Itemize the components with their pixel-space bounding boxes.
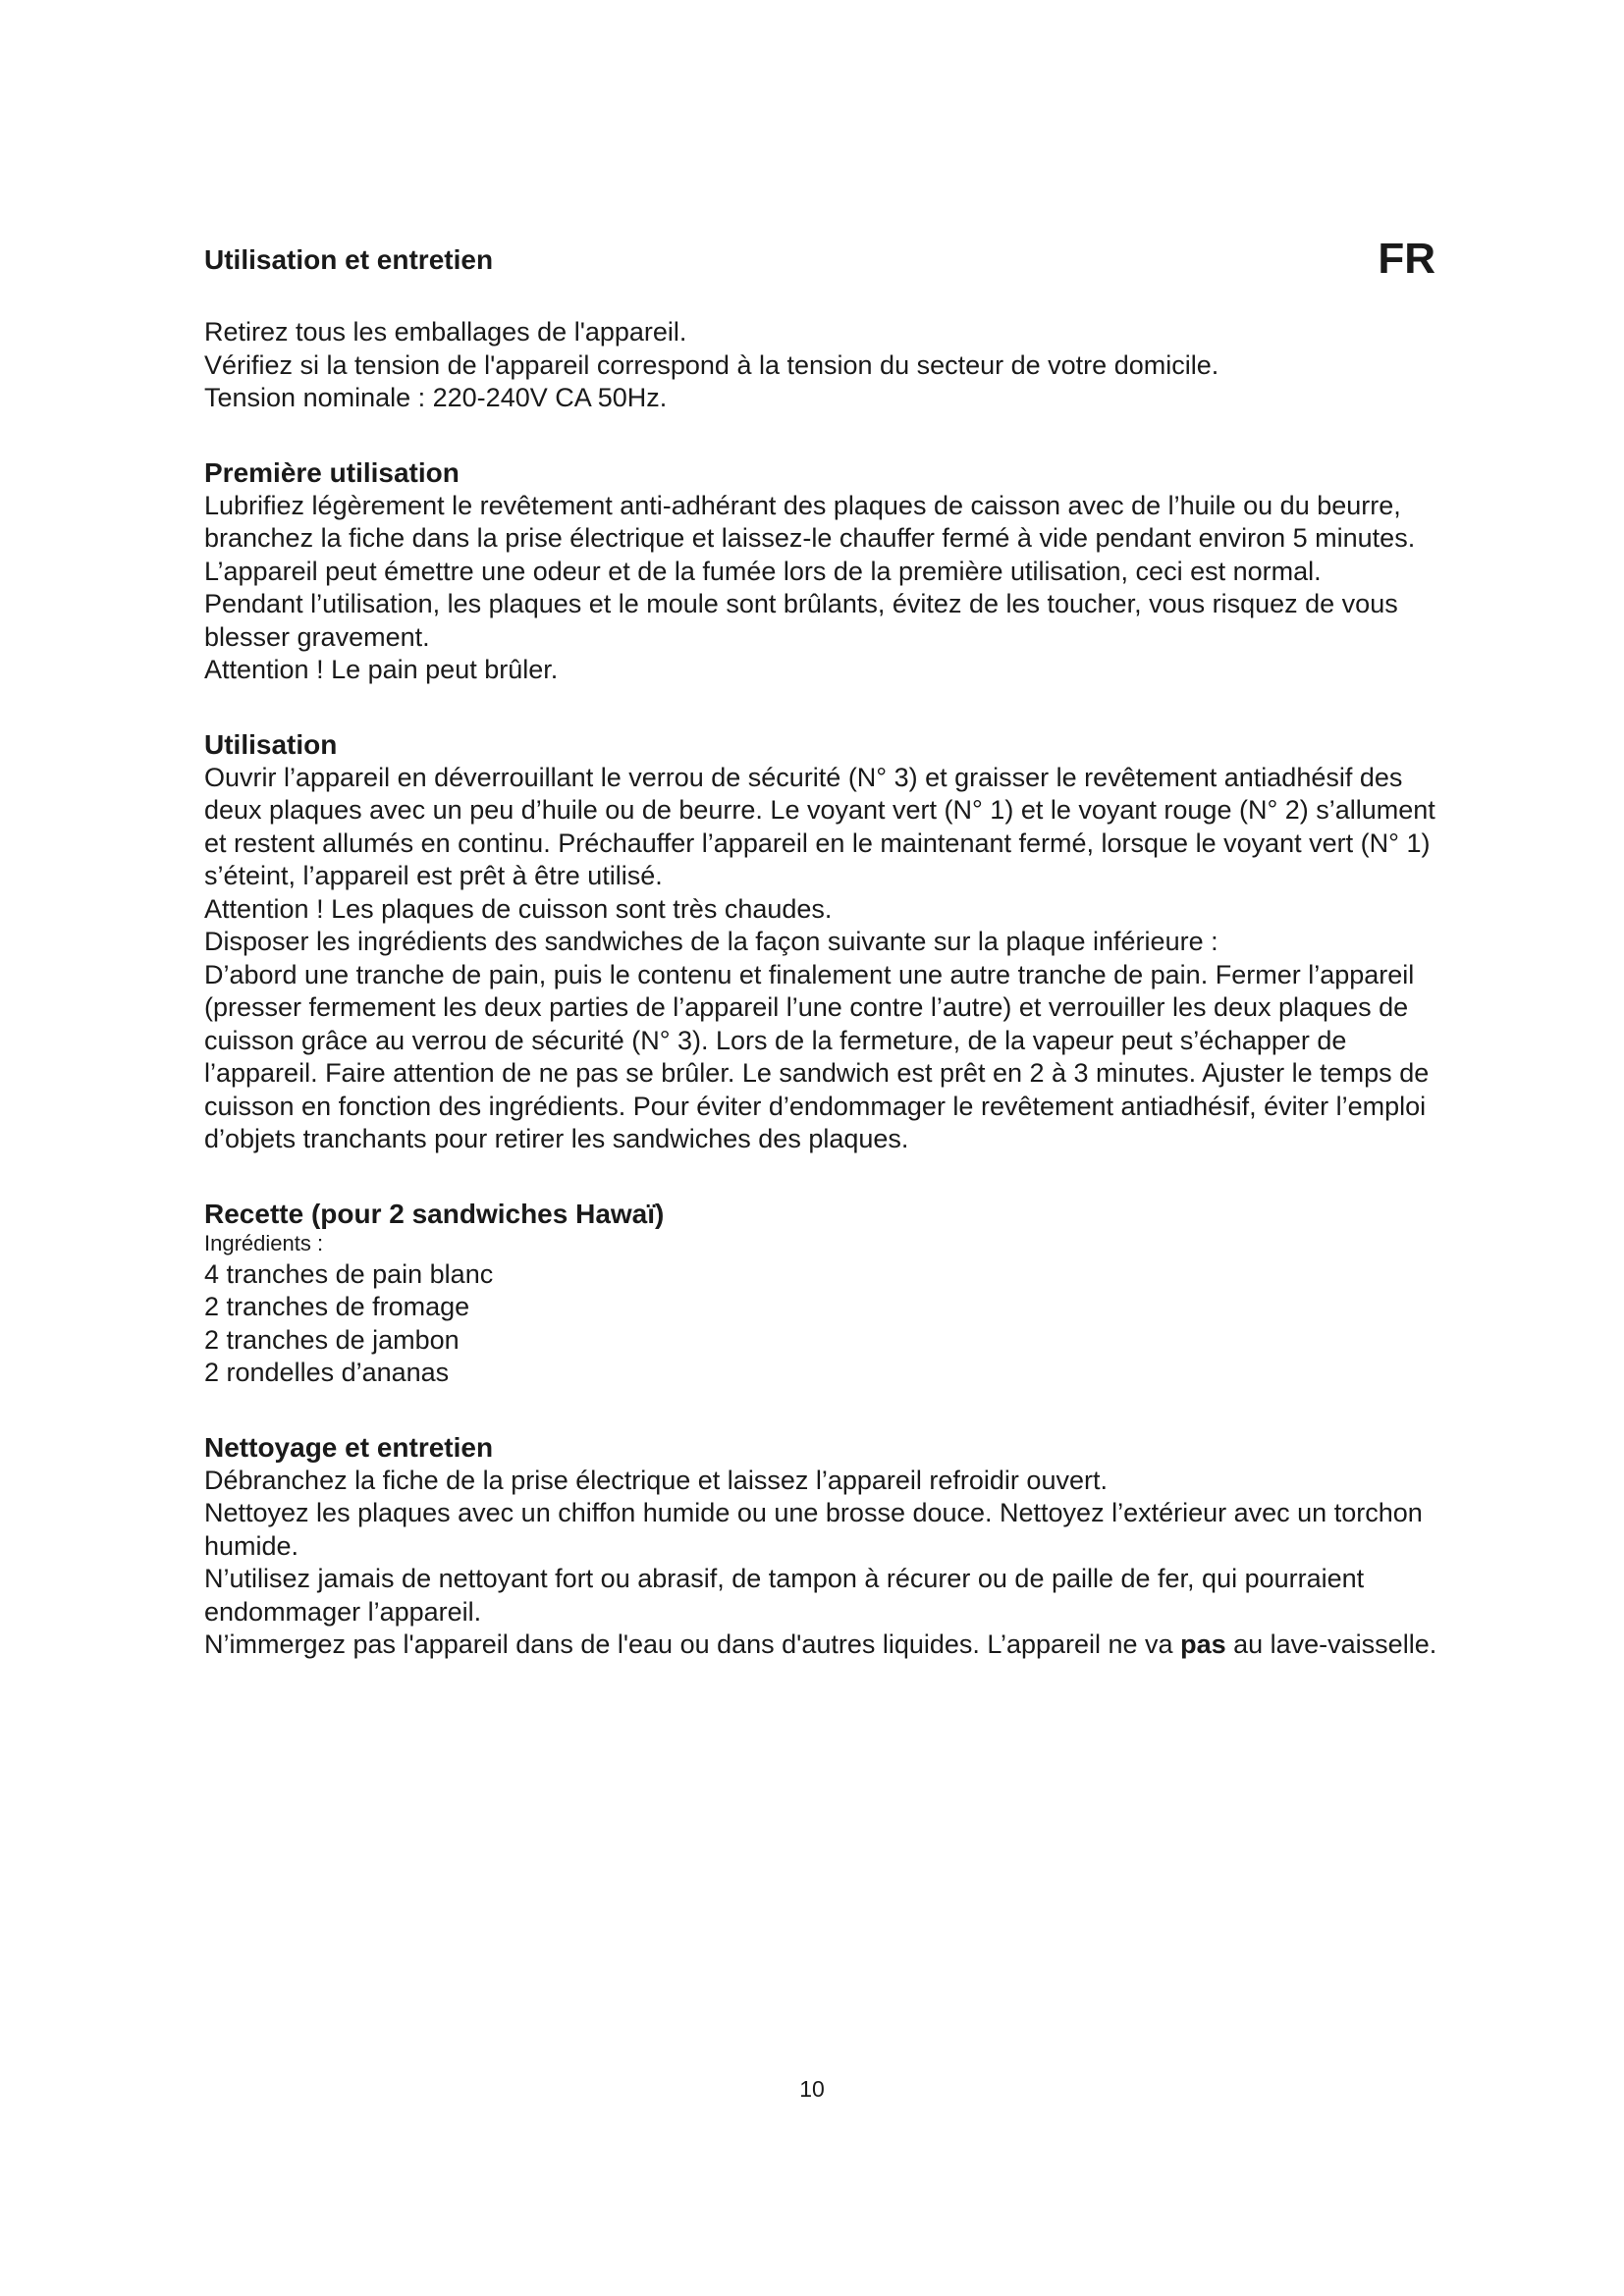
paragraph-dishwasher-warning (204, 1629, 1451, 1662)
section-title: Première utilisation (204, 456, 460, 488)
section-title: Recette (pour 2 sandwiches Hawaï) (204, 1198, 665, 1229)
page-number: 10 (799, 2076, 825, 2102)
document-body (204, 316, 1451, 1703)
paragraph: Disposer les ingrédients des sandwiches de la façon suivante sur la plaque inférieure : (204, 927, 1218, 956)
ingredients-list (204, 1258, 1451, 1390)
paragraph: Attention ! Les plaques de cuisson sont très chaudes. (204, 893, 833, 924)
paragraph: N’utilisez jamais de nettoyant fort ou abrasif, de tampon à récurer ou de paille de fer, qui pourraient endommager l’appareil. (204, 1564, 1365, 1627)
page-header (204, 235, 1435, 296)
paragraph: L’appareil peut émettre une odeur et de la fumée lors de la première utilisation, ceci est normal. (204, 556, 1322, 586)
paragraph: Ouvrir l’appareil en déverrouillant le verrou de sécurité (N° 3) et graisser le revêtement antiadhésif des deux plaques avec un peu d’huile ou de beurre. Le voyant vert (N° 1) et le voyant rouge (N° 2) s’allument et restent allumés en continu. Préchauffer l’appareil en le maintenant fermé, lorsque le voyant vert (N° 1) s’éteint, l’appareil est prêt à être utilisé. (204, 762, 1435, 890)
paragraph: Nettoyez les plaques avec un chiffon humide ou une brosse douce. Nettoyez l’extérieur avec un torchon humide. (204, 1498, 1423, 1561)
intro-line: Vérifiez si la tension de l'appareil correspond à la tension du secteur de votre domicile. (204, 349, 1219, 380)
section-title: Nettoyage et entretien (204, 1431, 494, 1463)
paragraph: Attention ! Le pain peut brûler. (204, 655, 559, 684)
usage-section (204, 728, 1451, 1156)
paragraph: Lubrifiez légèrement le revêtement anti-adhérant des plaques de caisson avec de l’huile ou du beurre, branchez la fiche dans la prise électrique et laissez-le chauffer fermé à vide pendant environ 5 minutes. (204, 490, 1416, 553)
emphasis-text: pas (1180, 1629, 1226, 1659)
intro-section (204, 316, 1451, 415)
text-span: N’immergez pas l'appareil dans de l'eau ou dans d'autres liquides. L’appareil ne va (204, 1629, 1181, 1659)
cleaning-section (204, 1431, 1451, 1662)
paragraph: Débranchez la fiche de la prise électrique et laissez l’appareil refroidir ouvert. (204, 1465, 1108, 1495)
list-item: 2 rondelles d’ananas (204, 1358, 450, 1387)
list-item: 2 tranches de jambon (204, 1324, 460, 1355)
intro-line: Tension nominale : 220-240V CA 50Hz. (204, 383, 668, 412)
paragraph: D’abord une tranche de pain, puis le contenu et finalement une autre tranche de pain. Fermer l’appareil (presser fermement les deux parties de l’appareil l’une contre l’autre) et verrouiller les deux plaques de cuisson grâce au verrou de sécurité (N° 3). Lors de la fermeture, de la vapeur peut s’échapper de l’appareil. Faire attention de ne pas se brûler. Le sandwich est prêt en 2 à 3 minutes. Ajuster le temps de cuisson en fonction des ingrédients. Pour éviter d’endommager le revêtement antiadhésif, éviter l’emploi d’objets tranchants pour retirer les sandwiches des plaques. (204, 959, 1430, 1153)
section-title: Utilisation (204, 728, 338, 760)
intro-line: Retirez tous les emballages de l'appareil. (204, 317, 687, 347)
text-span: au lave-vaisselle. (1225, 1629, 1437, 1659)
list-item: 2 tranches de fromage (204, 1292, 470, 1321)
recipe-section (204, 1198, 1451, 1390)
page-title: Utilisation et entretien (204, 244, 494, 275)
ingredients-label: Ingrédients : (204, 1230, 324, 1255)
first-use-section (204, 456, 1451, 687)
paragraph: Pendant l’utilisation, les plaques et le moule sont brûlants, évitez de les toucher, vous risquez de vous blesser gravement. (204, 589, 1398, 652)
list-item: 4 tranches de pain blanc (204, 1258, 494, 1289)
language-code: FR (1378, 235, 1435, 283)
